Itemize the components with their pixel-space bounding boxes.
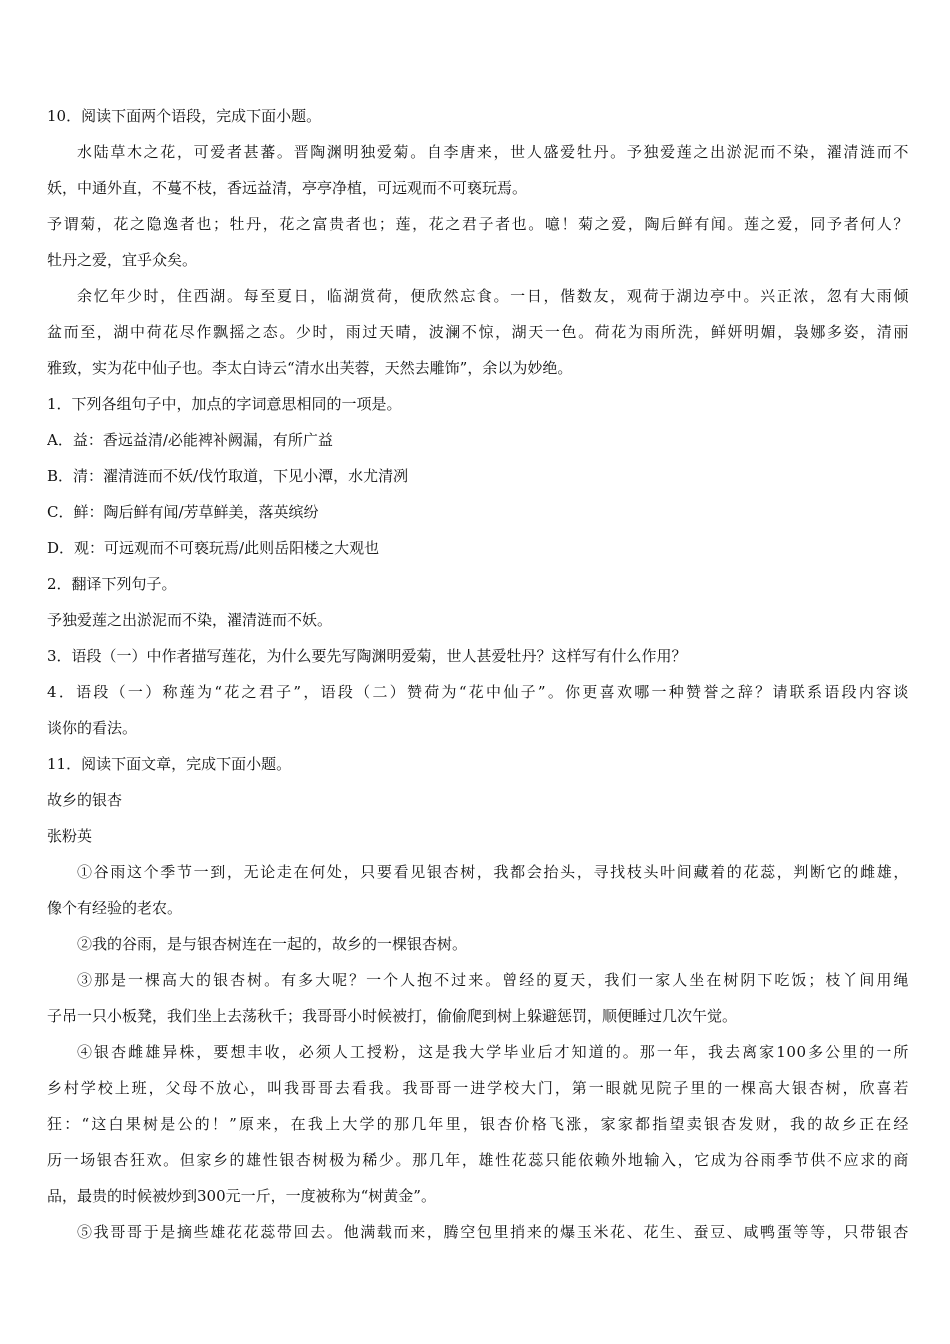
option-c: C．鲜：陶后鲜有闻/芳草鲜美，落英缤纷 [47, 503, 319, 521]
article-para-3: 子吊一只小板凳，我们坐上去荡秋千；我哥哥小时候被打，偷偷爬到树上躲避惩罚，顺便睡过几次午觉。 [47, 1007, 738, 1025]
article-para-4: 品，最贵的时候被炒到300元一斤，一度被称为“树黄金”。 [47, 1187, 436, 1205]
article-para-3: ③那是一棵高大的银杏树。有多大呢？一个人抱不过来。曾经的夏天，我们一家人坐在树阴下吃饭；枝丫间用绳 [77, 971, 909, 989]
question-11-header: 11．阅读下面文章，完成下面小题。 [47, 755, 292, 773]
passage-1-line: 水陆草木之花，可爱者甚蕃。晋陶渊明独爱菊。自李唐来，世人盛爱牡丹。予独爱莲之出淤泥而不染，濯清涟而不 [77, 143, 909, 161]
article-para-5: ⑤我哥哥于是摘些雄花花蕊带回去。他满载而来，腾空包里捎来的爆玉米花、花生、蚕豆、咸鸭蛋等等，只带银杏 [77, 1223, 909, 1241]
question-10-header: 10．阅读下面两个语段，完成下面小题。 [47, 107, 322, 125]
sub-question-1: 1．下列各组句子中，加点的字词意思相同的一项是。 [47, 395, 402, 413]
passage-1-line: 牡丹之爱，宜乎众矣。 [47, 251, 198, 269]
option-b: B．清：濯清涟而不妖/伐竹取道，下见小潭，水尤清冽 [47, 467, 409, 485]
article-para-4: 狂：“这白果树是公的！”原来，在我上大学的那几年里，银杏价格飞涨，家家都指望卖银杏发财，我的故乡正在经 [47, 1115, 909, 1133]
passage-2-line: 余忆年少时，住西湖。每至夏日，临湖赏荷，便欣然忘食。一日，偕数友，观荷于湖边亭中。兴正浓，忽有大雨倾 [77, 287, 909, 305]
document-page [47, 98, 909, 1250]
article-author: 张粉英 [47, 827, 93, 845]
article-para-4: 乡村学校上班，父母不放心，叫我哥哥去看我。我哥哥一进学校大门，第一眼就见院子里的一棵高大银杏树，欣喜若 [47, 1079, 909, 1097]
article-para-1: 像个有经验的老农。 [47, 899, 183, 917]
passage-1-line: 予谓菊，花之隐逸者也；牡丹，花之富贵者也；莲，花之君子者也。噫！菊之爱，陶后鲜有闻。莲之爱，同予者何人？ [47, 215, 909, 233]
sub-question-4: 4．语段（一）称莲为“花之君子”，语段（二）赞荷为“花中仙子”。你更喜欢哪一种赞誉之辞？请联系语段内容谈 [47, 683, 909, 701]
translate-sentence: 予独爱莲之出淤泥而不染，濯清涟而不妖。 [47, 611, 333, 629]
option-d: D．观：可远观而不可亵玩焉/此则岳阳楼之大观也 [47, 539, 380, 557]
article-para-2: ②我的谷雨，是与银杏树连在一起的，故乡的一棵银杏树。 [77, 935, 468, 953]
passage-1-line: 妖，中通外直，不蔓不枝，香远益清，亭亭净植，可远观而不可亵玩焉。 [47, 179, 528, 197]
passage-2-line: 雅致，实为花中仙子也。李太白诗云“清水出芙蓉，天然去雕饰”，余以为妙绝。 [47, 359, 573, 377]
sub-question-3: 3．语段（一）中作者描写莲花，为什么要先写陶渊明爱菊，世人甚爱牡丹？这样写有什么作用？ [47, 647, 687, 665]
sub-question-2: 2．翻译下列句子。 [47, 575, 177, 593]
article-para-4: ④银杏雌雄异株，要想丰收，必须人工授粉，这是我大学毕业后才知道的。那一年，我去离家100多公里的一所 [77, 1043, 909, 1061]
article-para-1: ①谷雨这个季节一到，无论走在何处，只要看见银杏树，我都会抬头，寻找枝头叶间藏着的花蕊，判断它的雌雄， [77, 863, 909, 881]
sub-question-4-cont: 谈你的看法。 [47, 719, 138, 737]
article-para-4: 历一场银杏狂欢。但家乡的雄性银杏树极为稀少。那几年，雄性花蕊只能依赖外地输入，它成为谷雨季节供不应求的商 [47, 1151, 909, 1169]
article-title: 故乡的银杏 [47, 791, 123, 809]
option-a: A．益：香远益清/必能裨补阙漏，有所广益 [47, 431, 333, 449]
passage-2-line: 盆而至，湖中荷花尽作飘摇之态。少时，雨过天晴，波澜不惊，湖天一色。荷花为雨所洗，鲜妍明媚，袅娜多姿，清丽 [47, 323, 909, 341]
